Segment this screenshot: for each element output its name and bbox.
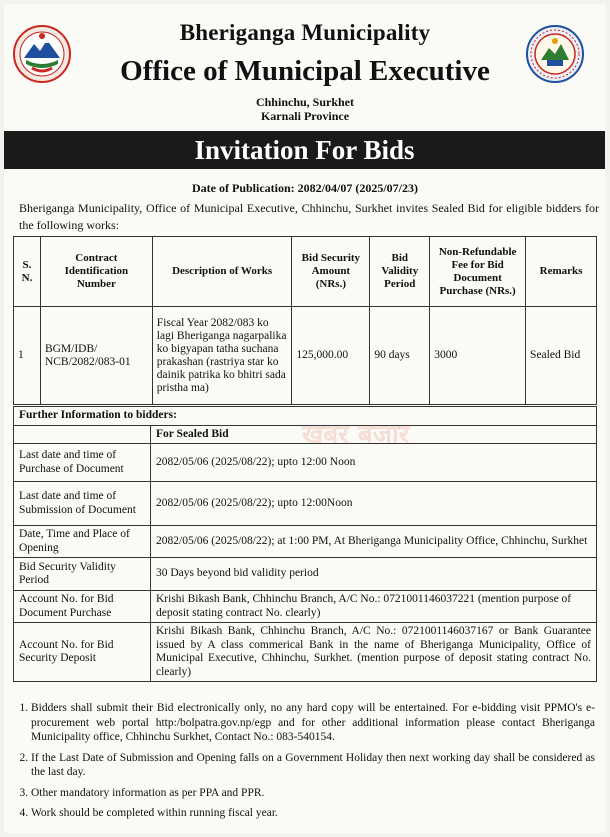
info-label: Account No. for Bid Security Deposit <box>14 623 151 682</box>
column-header: Remarks <box>526 237 597 307</box>
note-item: 4. Work should be completed within running fiscal year. <box>31 806 595 821</box>
column-header: Non-Refundable Fee for Bid Document Purchase (NRs.) <box>430 237 526 307</box>
info-value: Krishi Bikash Bank, Chhinchu Branch, A/C No.: 0721001146037221 (mention purpose of deposit stating contract No. clearly) <box>151 591 597 623</box>
info-row <box>14 444 597 482</box>
column-header: Bid Validity Period <box>370 237 430 307</box>
info-label: Account No. for Bid Document Purchase <box>14 591 151 623</box>
watermark: खबर बजार <box>302 420 410 450</box>
cell-security: 125,000.00 <box>292 307 370 405</box>
cell-fee: 3000 <box>430 307 526 405</box>
info-value: 30 Days beyond bid validity period <box>151 558 597 591</box>
office-name: Office of Municipal Executive <box>120 55 490 87</box>
column-header: S. N. <box>14 237 41 307</box>
info-value: Krishi Bikash Bank, Chhinchu Branch, A/C No.: 0721001146037167 or Bank Guarantee issued by A class commerical Bank in the name of Bheriganga Municipality, Office of Municipal Executive, Chhinchu, Surkhet. (mention purpose of deposit stating contract No. clearly) <box>151 623 597 682</box>
location: Chhinchu, Surkhet <box>255 95 355 109</box>
office-address <box>0 95 610 123</box>
notice-title-banner: Invitation For Bids <box>4 131 605 169</box>
table-row <box>14 307 597 405</box>
further-info-table <box>13 406 597 682</box>
info-value: 2082/05/06 (2025/08/22); at 1:00 PM, At Bheriganga Municipality Office, Chhinchu, Surkhet <box>151 526 597 558</box>
cell-sn: 1 <box>14 307 41 405</box>
cell-remarks: Sealed Bid <box>526 307 597 405</box>
info-label: Date, Time and Place of Opening <box>14 526 151 558</box>
cell-validity: 90 days <box>370 307 430 405</box>
notes-section <box>17 701 595 827</box>
province: Karnali Province <box>260 109 350 123</box>
info-row <box>14 591 597 623</box>
note-item: 2. If the Last Date of Submission and Opening falls on a Government Holiday then next working day shall be considered as the last day. <box>31 751 595 780</box>
info-value: 2082/05/06 (2025/08/22); upto 12:00Noon <box>151 482 597 526</box>
column-header: Description of Works <box>152 237 292 307</box>
info-label: Bid Security Validity Period <box>14 558 151 591</box>
info-value: 2082/05/06 (2025/08/22); upto 12:00 Noon <box>151 444 597 482</box>
bids-table <box>13 236 597 405</box>
info-row <box>14 623 597 682</box>
publication-date: Date of Publication: 2082/04/07 (2025/07/23) <box>192 181 418 195</box>
table-header-row <box>14 237 597 307</box>
cell-contract-id: BGM/IDB/ NCB/2082/083-01 <box>40 307 152 405</box>
column-header: Bid Security Amount (NRs.) <box>292 237 370 307</box>
info-label: Last date and time of Submission of Document <box>14 482 151 526</box>
info-row <box>14 526 597 558</box>
note-item: 1. Bidders shall submit their Bid electronically only, no any hard copy will be entertained. For e-bidding visit PPMO's e-procurement web portal http:/bolpatra.gov.np/egp and for other additional information please contact Bheriganga Municipality office, Chhinchu Surkhet, Contact No.: 083-540154. <box>31 701 595 745</box>
intro-paragraph: Bheriganga Municipality, Office of Municipal Executive, Chhinchu, Surkhet invites Sealed Bid for eligible bidders for the following works: <box>19 201 599 232</box>
spacer-cell <box>14 425 151 444</box>
column-header: Contract Identification Number <box>40 237 152 307</box>
info-row <box>14 558 597 591</box>
sealed-bid-subheading: For Sealed Bid <box>151 425 597 444</box>
municipality-name: Bheriganga Municipality <box>179 20 431 45</box>
info-row <box>14 482 597 526</box>
note-item: 3. Other mandatory information as per PPA and PPR. <box>31 786 595 801</box>
further-info-heading: Further Information to bidders: <box>14 407 597 426</box>
cell-description: Fiscal Year 2082/083 ko lagi Bheriganga nagarpalika ko bigyapan tatha suchana prakashan (rastriya star ko dainik patrika ko bhitri sada pristha ma) <box>152 307 292 405</box>
info-label: Last date and time of Purchase of Document <box>14 444 151 482</box>
